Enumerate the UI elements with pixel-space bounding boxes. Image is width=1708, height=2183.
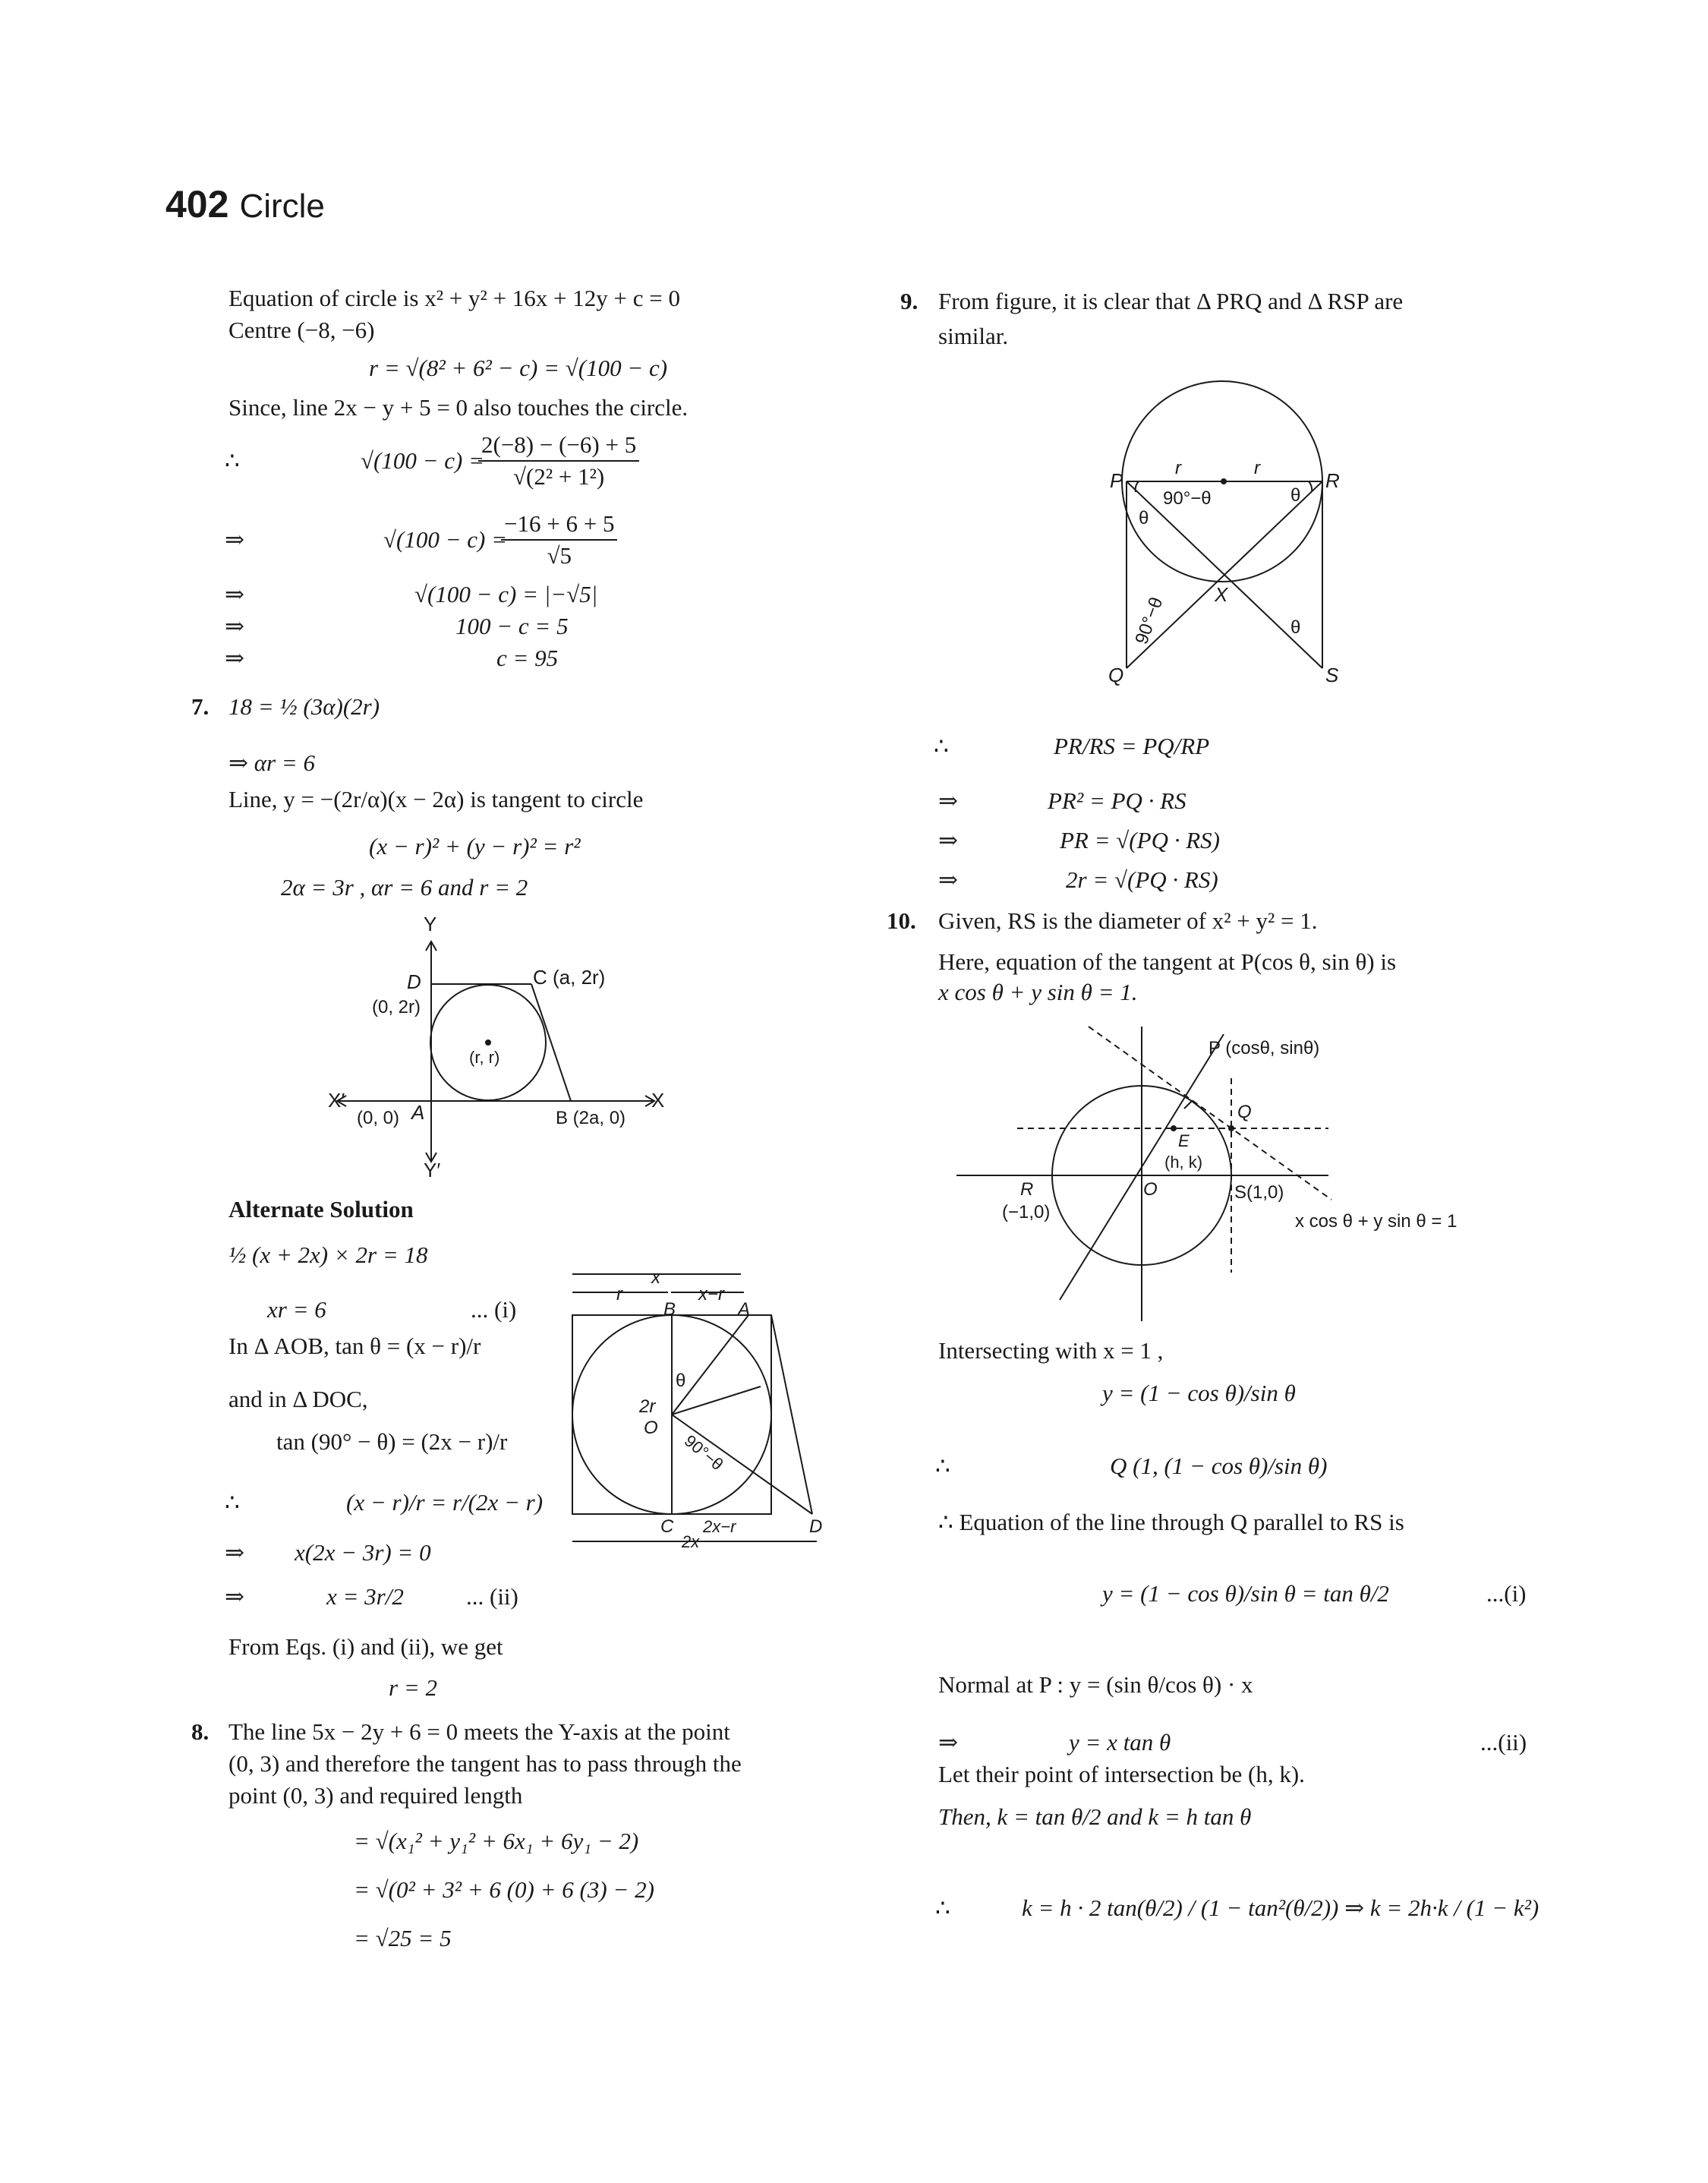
alt-line2: xr = 6 xyxy=(267,1296,326,1323)
q8-number: 8. xyxy=(191,1718,210,1745)
alt-fig-seg: 2x−r xyxy=(703,1517,736,1536)
q10-number: 10. xyxy=(887,907,916,934)
fig10-p: P (cosθ, sinθ) xyxy=(1209,1038,1320,1058)
fig7-b: B (2a, 0) xyxy=(556,1108,626,1128)
step2-fraction xyxy=(501,510,617,569)
q7-line1: 18 = ½ (3α)(2r) xyxy=(228,693,380,720)
q7-line2: ⇒ αr = 6 xyxy=(228,749,315,776)
fig7-x2: X′ xyxy=(328,1089,345,1112)
alt-fig-xr: x−r xyxy=(698,1284,725,1304)
alt-line2-tag: ... (i) xyxy=(471,1296,517,1323)
alt-fig-angle: 90°−θ xyxy=(680,1431,727,1475)
fig7-x: X xyxy=(651,1089,665,1112)
q10-line1: Given, RS is the diameter of x² + y² = 1. xyxy=(938,907,1318,934)
fig7-center: (r, r) xyxy=(469,1048,500,1067)
q9-step4: 2r = √(PQ · RS) xyxy=(1066,866,1218,893)
implies-4: ⇒ xyxy=(225,645,244,671)
alt-line1: ½ (x + 2x) × 2r = 18 xyxy=(228,1241,428,1268)
alt-line6: (x − r)/r = r/(2x − r) xyxy=(346,1489,544,1516)
circle-center xyxy=(485,1039,491,1046)
fig10-s: S(1,0) xyxy=(1234,1182,1284,1203)
fig9-p: P xyxy=(1110,469,1123,492)
tangent-line xyxy=(531,984,571,1101)
q10-therefore-1: ∴ xyxy=(935,1453,950,1479)
step1-fraction xyxy=(478,431,639,490)
q8-line5: = √(0² + 3² + 6 (0) + 6 (3) − 2) xyxy=(354,1876,654,1903)
implies-alt2: ⇒ xyxy=(225,1583,244,1610)
implies-alt1: ⇒ xyxy=(225,1539,244,1566)
q9-step3: PR = √(PQ · RS) xyxy=(1060,827,1220,853)
x-axis-arrow-left xyxy=(337,1096,346,1106)
fig10-hk: (h, k) xyxy=(1164,1153,1203,1172)
q10-line7: ∴ Equation of the line through Q parallel to RS is xyxy=(938,1509,1404,1535)
alt-fig-d: D xyxy=(809,1516,823,1537)
q10-line8: y = (1 − cos θ)/sin θ = tan θ/2 xyxy=(1102,1580,1389,1607)
radius-to-tangent xyxy=(672,1386,761,1415)
angle-r xyxy=(1309,481,1312,492)
fig9-r: R xyxy=(1325,469,1340,492)
alt-line7: x(2x − 3r) = 0 xyxy=(295,1539,431,1566)
q9-therefore: ∴ xyxy=(934,733,949,759)
q7-line3: Line, y = −(2r/α)(x − 2α) is tangent to circle xyxy=(228,786,644,812)
circle xyxy=(572,1315,771,1514)
radius-def: r = √(8² + 6² − c) = √(100 − c) xyxy=(369,355,668,381)
fig9-angle2: 90°−θ xyxy=(1131,595,1168,648)
fig7-origin: (0, 0) xyxy=(357,1108,400,1128)
fig10-q: Q xyxy=(1237,1102,1252,1122)
fig7-y: Y xyxy=(424,913,437,935)
square xyxy=(572,1315,771,1514)
fig10-r-coord: (−1,0) xyxy=(1002,1202,1051,1222)
alt-line3: In Δ AOB, tan θ = (x − r)/r xyxy=(228,1333,481,1359)
fig9-s: S xyxy=(1325,664,1339,686)
step5: c = 95 xyxy=(496,645,559,671)
step2-num: −16 + 6 + 5 xyxy=(501,510,617,541)
alt-fig-a: A xyxy=(738,1299,751,1320)
therefore-alt: ∴ xyxy=(225,1489,240,1516)
q9-number: 9. xyxy=(900,288,919,314)
fig7-a: A xyxy=(411,1101,425,1124)
fig7-c: C (a, 2r) xyxy=(533,966,606,989)
alt-fig-2x: 2x xyxy=(682,1532,700,1551)
tangent-line xyxy=(1089,1027,1331,1200)
q8-line3: point (0, 3) and required length xyxy=(228,1782,523,1809)
alt-line8: x = 3r/2 xyxy=(326,1583,404,1610)
line-od xyxy=(672,1415,812,1514)
fig10-e: E xyxy=(1178,1131,1190,1150)
step3: √(100 − c) = |−√5| xyxy=(414,581,598,607)
page-number: 402 xyxy=(165,183,229,226)
q8-line6: = √25 = 5 xyxy=(354,1925,452,1951)
inscribed-circle xyxy=(430,985,546,1100)
x-axis-arrow-right xyxy=(645,1096,654,1106)
fig9-angle: 90°−θ xyxy=(1163,488,1212,509)
implies-1: ⇒ xyxy=(225,526,244,553)
centre: Centre (−8, −6) xyxy=(228,317,375,343)
alt-line5: tan (90° − θ) = (2x − r)/r xyxy=(276,1428,508,1455)
q10-implies-1: ⇒ xyxy=(938,1729,958,1756)
fig9-x: X xyxy=(1215,583,1228,606)
implies-3: ⇒ xyxy=(225,613,244,639)
fig10-r: R xyxy=(1020,1179,1034,1200)
q9-step1: PR/RS = PQ/RP xyxy=(1054,733,1210,759)
alt-line4: and in Δ DOC, xyxy=(228,1386,368,1412)
fig9-theta1: θ xyxy=(1290,485,1301,506)
q9-line1: From figure, it is clear that Δ PRQ and Δ RSP are xyxy=(938,288,1404,314)
alt-line9: From Eqs. (i) and (ii), we get xyxy=(228,1633,503,1660)
q10-line2: Here, equation of the tangent at P(cos θ, sin θ) is xyxy=(938,948,1397,975)
alt-title: Alternate Solution xyxy=(228,1196,414,1222)
alt-fig-b: B xyxy=(663,1299,676,1320)
step2-den: √5 xyxy=(547,541,572,569)
fig10-o: O xyxy=(1143,1179,1158,1200)
fig9-theta3: θ xyxy=(1290,617,1301,638)
q8-line1: The line 5x − 2y + 6 = 0 meets the Y-axis at the point xyxy=(228,1718,730,1745)
q10-line8-tag: ...(i) xyxy=(1486,1580,1527,1607)
q10-line6: Q (1, (1 − cos θ)/sin θ) xyxy=(1110,1453,1328,1479)
q10-line13: k = h · 2 tan(θ/2) / (1 − tan²(θ/2)) ⇒ k = 2h·k / (1 − k²) xyxy=(1022,1894,1539,1921)
line-oa xyxy=(672,1315,748,1415)
q9-line2: similar. xyxy=(938,323,1009,349)
y-axis-arrow-top xyxy=(426,942,436,951)
q10-line10-tag: ...(ii) xyxy=(1480,1729,1527,1756)
line-rq xyxy=(1127,481,1322,668)
eq-circle: Equation of circle is x² + y² + 16x + 12y + c = 0 xyxy=(228,285,681,311)
fig9-q: Q xyxy=(1108,664,1124,686)
alt-fig-2r: 2r xyxy=(639,1396,656,1417)
point-e xyxy=(1171,1125,1177,1131)
q7-line4: (x − r)² + (y − r)² = r² xyxy=(369,833,581,860)
q8-line4: = √(x₁² + y₁² + 6x₁ + 6y₁ − 2) xyxy=(354,1828,639,1854)
line-ps xyxy=(1127,481,1322,668)
q10-line10: y = x tan θ xyxy=(1069,1729,1171,1756)
alt-line10: r = 2 xyxy=(389,1674,437,1701)
q10-line5: y = (1 − cos θ)/sin θ xyxy=(1102,1380,1296,1406)
normal-line xyxy=(1060,1034,1224,1300)
step4: 100 − c = 5 xyxy=(455,613,569,639)
step1-num: 2(−8) − (−6) + 5 xyxy=(478,431,639,462)
angle-p xyxy=(1136,481,1139,492)
point-q xyxy=(1228,1125,1234,1131)
q10-therefore-2: ∴ xyxy=(935,1894,950,1921)
circle xyxy=(1122,381,1322,582)
fig7-d-coord: (0, 2r) xyxy=(372,997,421,1017)
fig9-theta2: θ xyxy=(1139,508,1149,528)
q9-step2: PR² = PQ · RS xyxy=(1048,787,1186,814)
step2-lhs: √(100 − c) = xyxy=(383,526,508,553)
q9-implies-1: ⇒ xyxy=(938,787,958,814)
chapter-title: Circle xyxy=(239,188,325,225)
circle-center xyxy=(1221,478,1227,484)
fig7-y2: Y′ xyxy=(424,1159,441,1181)
fig9-r2: r xyxy=(1254,458,1260,478)
alt-fig-c: C xyxy=(660,1516,674,1537)
q9-implies-2: ⇒ xyxy=(938,827,958,853)
since-line: Since, line 2x − y + 5 = 0 also touches the circle. xyxy=(228,394,689,421)
q7-line5: 2α = 3r , αr = 6 and r = 2 xyxy=(281,874,528,901)
alt-fig-o: O xyxy=(644,1418,658,1438)
q10-line12: Then, k = tan θ/2 and k = h tan θ xyxy=(938,1803,1252,1830)
y-axis-arrow-bottom xyxy=(426,1153,436,1162)
q10-line4: Intersecting with x = 1 , xyxy=(938,1337,1164,1364)
q10-line3: x cos θ + y sin θ = 1. xyxy=(938,979,1138,1005)
q9-implies-3: ⇒ xyxy=(938,866,958,893)
therefore-sym: ∴ xyxy=(225,447,240,474)
tangent xyxy=(771,1315,812,1514)
fig7-d: D xyxy=(407,970,421,993)
q10-line9: Normal at P : y = (sin θ/cos θ) · x xyxy=(938,1671,1253,1698)
fig9-r1: r xyxy=(1175,458,1181,478)
alt-fig-theta: θ xyxy=(676,1371,686,1391)
unit-circle xyxy=(1052,1086,1231,1265)
right-angle-mark xyxy=(1184,1101,1199,1109)
alt-fig-r: r xyxy=(616,1284,622,1304)
step1-den: √(2² + 1²) xyxy=(513,462,605,490)
q10-line11: Let their point of intersection be (h, k). xyxy=(938,1761,1305,1787)
step1-lhs: √(100 − c) = xyxy=(361,447,485,474)
fig10-tangent-label: x cos θ + y sin θ = 1 xyxy=(1295,1211,1457,1232)
alt-line8-tag: ... (ii) xyxy=(466,1583,518,1610)
q8-line2: (0, 3) and therefore the tangent has to pass through the xyxy=(228,1750,742,1777)
page-header xyxy=(165,182,325,226)
alt-fig-x: x xyxy=(651,1267,660,1288)
implies-2: ⇒ xyxy=(225,581,244,607)
q7-number: 7. xyxy=(191,693,210,720)
